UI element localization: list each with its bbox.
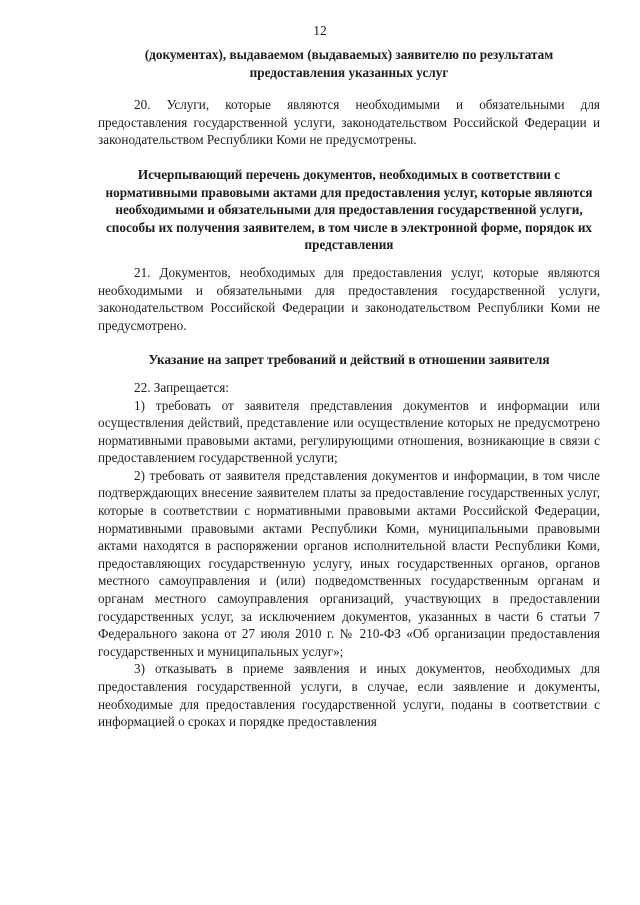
list-item-1: 1) требовать от заявителя представления документов и информации или осуществления действий, представление или осуществление которых не предусмотрено нормативными правовыми актами, регулирующими отношения, возникающие в связи с предоставлением государственной услуги;: [98, 397, 600, 466]
document-body: [98, 46, 600, 731]
paragraph-22: 22. Запрещается:: [134, 379, 229, 395]
list-item-3: 3) отказывать в приеме заявления и иных документов, необходимых для предоставления государственной услуги, в случае, если заявление и документы, необходимые для предоставления государственной услуги, поданы в соответствии с информацией о сроках и порядке предоставления: [98, 661, 600, 730]
section-heading-continued: (документах), выдаваемом (выдаваемых) заявителю по результатам предоставления указанных услуг: [144, 47, 554, 80]
list-item-2: 2) требовать от заявителя представления документов и информации, в том числе подтверждающих внесение заявителем платы за предоставление государственных услуг, которые в соответствии с нормативными правовыми актами Российской Федерации, нормативными правовыми актами Республики Коми, муниципальными правовыми актами находятся в распоряжении органов исполнительной власти Республики Коми, предоставляющих государственную услугу, иных государственных органов, органов местного самоуправления и (или) подведомственных государственным органам и органам местного самоуправления организаций, участвующих в предоставлении государственных услуг, за исключением документов, указанных в части 6 статьи 7 Федерального закона от 27 июля 2010 г. № 210-ФЗ «Об организации предоставления государственных и муниципальных услуг»;: [98, 467, 600, 659]
section-heading-documents-list: Исчерпывающий перечень документов, необходимых в соответствии с нормативными правовыми актами для предоставления услуг, которые являются необходимыми и обязательными для предоставления государственной услуги, способы их получения заявителем, в том числе в электронной форме, порядок их представления: [105, 166, 593, 253]
paragraph-20: 20. Услуги, которые являются необходимыми и обязательными для предоставления государственной услуги, законодательством Российской Федерации и законодательством Республики Коми не предусмотрены.: [98, 97, 600, 148]
section-heading-prohibitions: Указание на запрет требований и действий в отношении заявителя: [148, 352, 550, 368]
page-number: 12: [313, 23, 327, 38]
paragraph-21: 21. Документов, необходимых для предоставления услуг, которые являются необходимыми и обязательными для предоставления государственной услуги, законодательством Российской Федерации и законодательством Республики Коми не предусмотрено.: [98, 264, 600, 333]
